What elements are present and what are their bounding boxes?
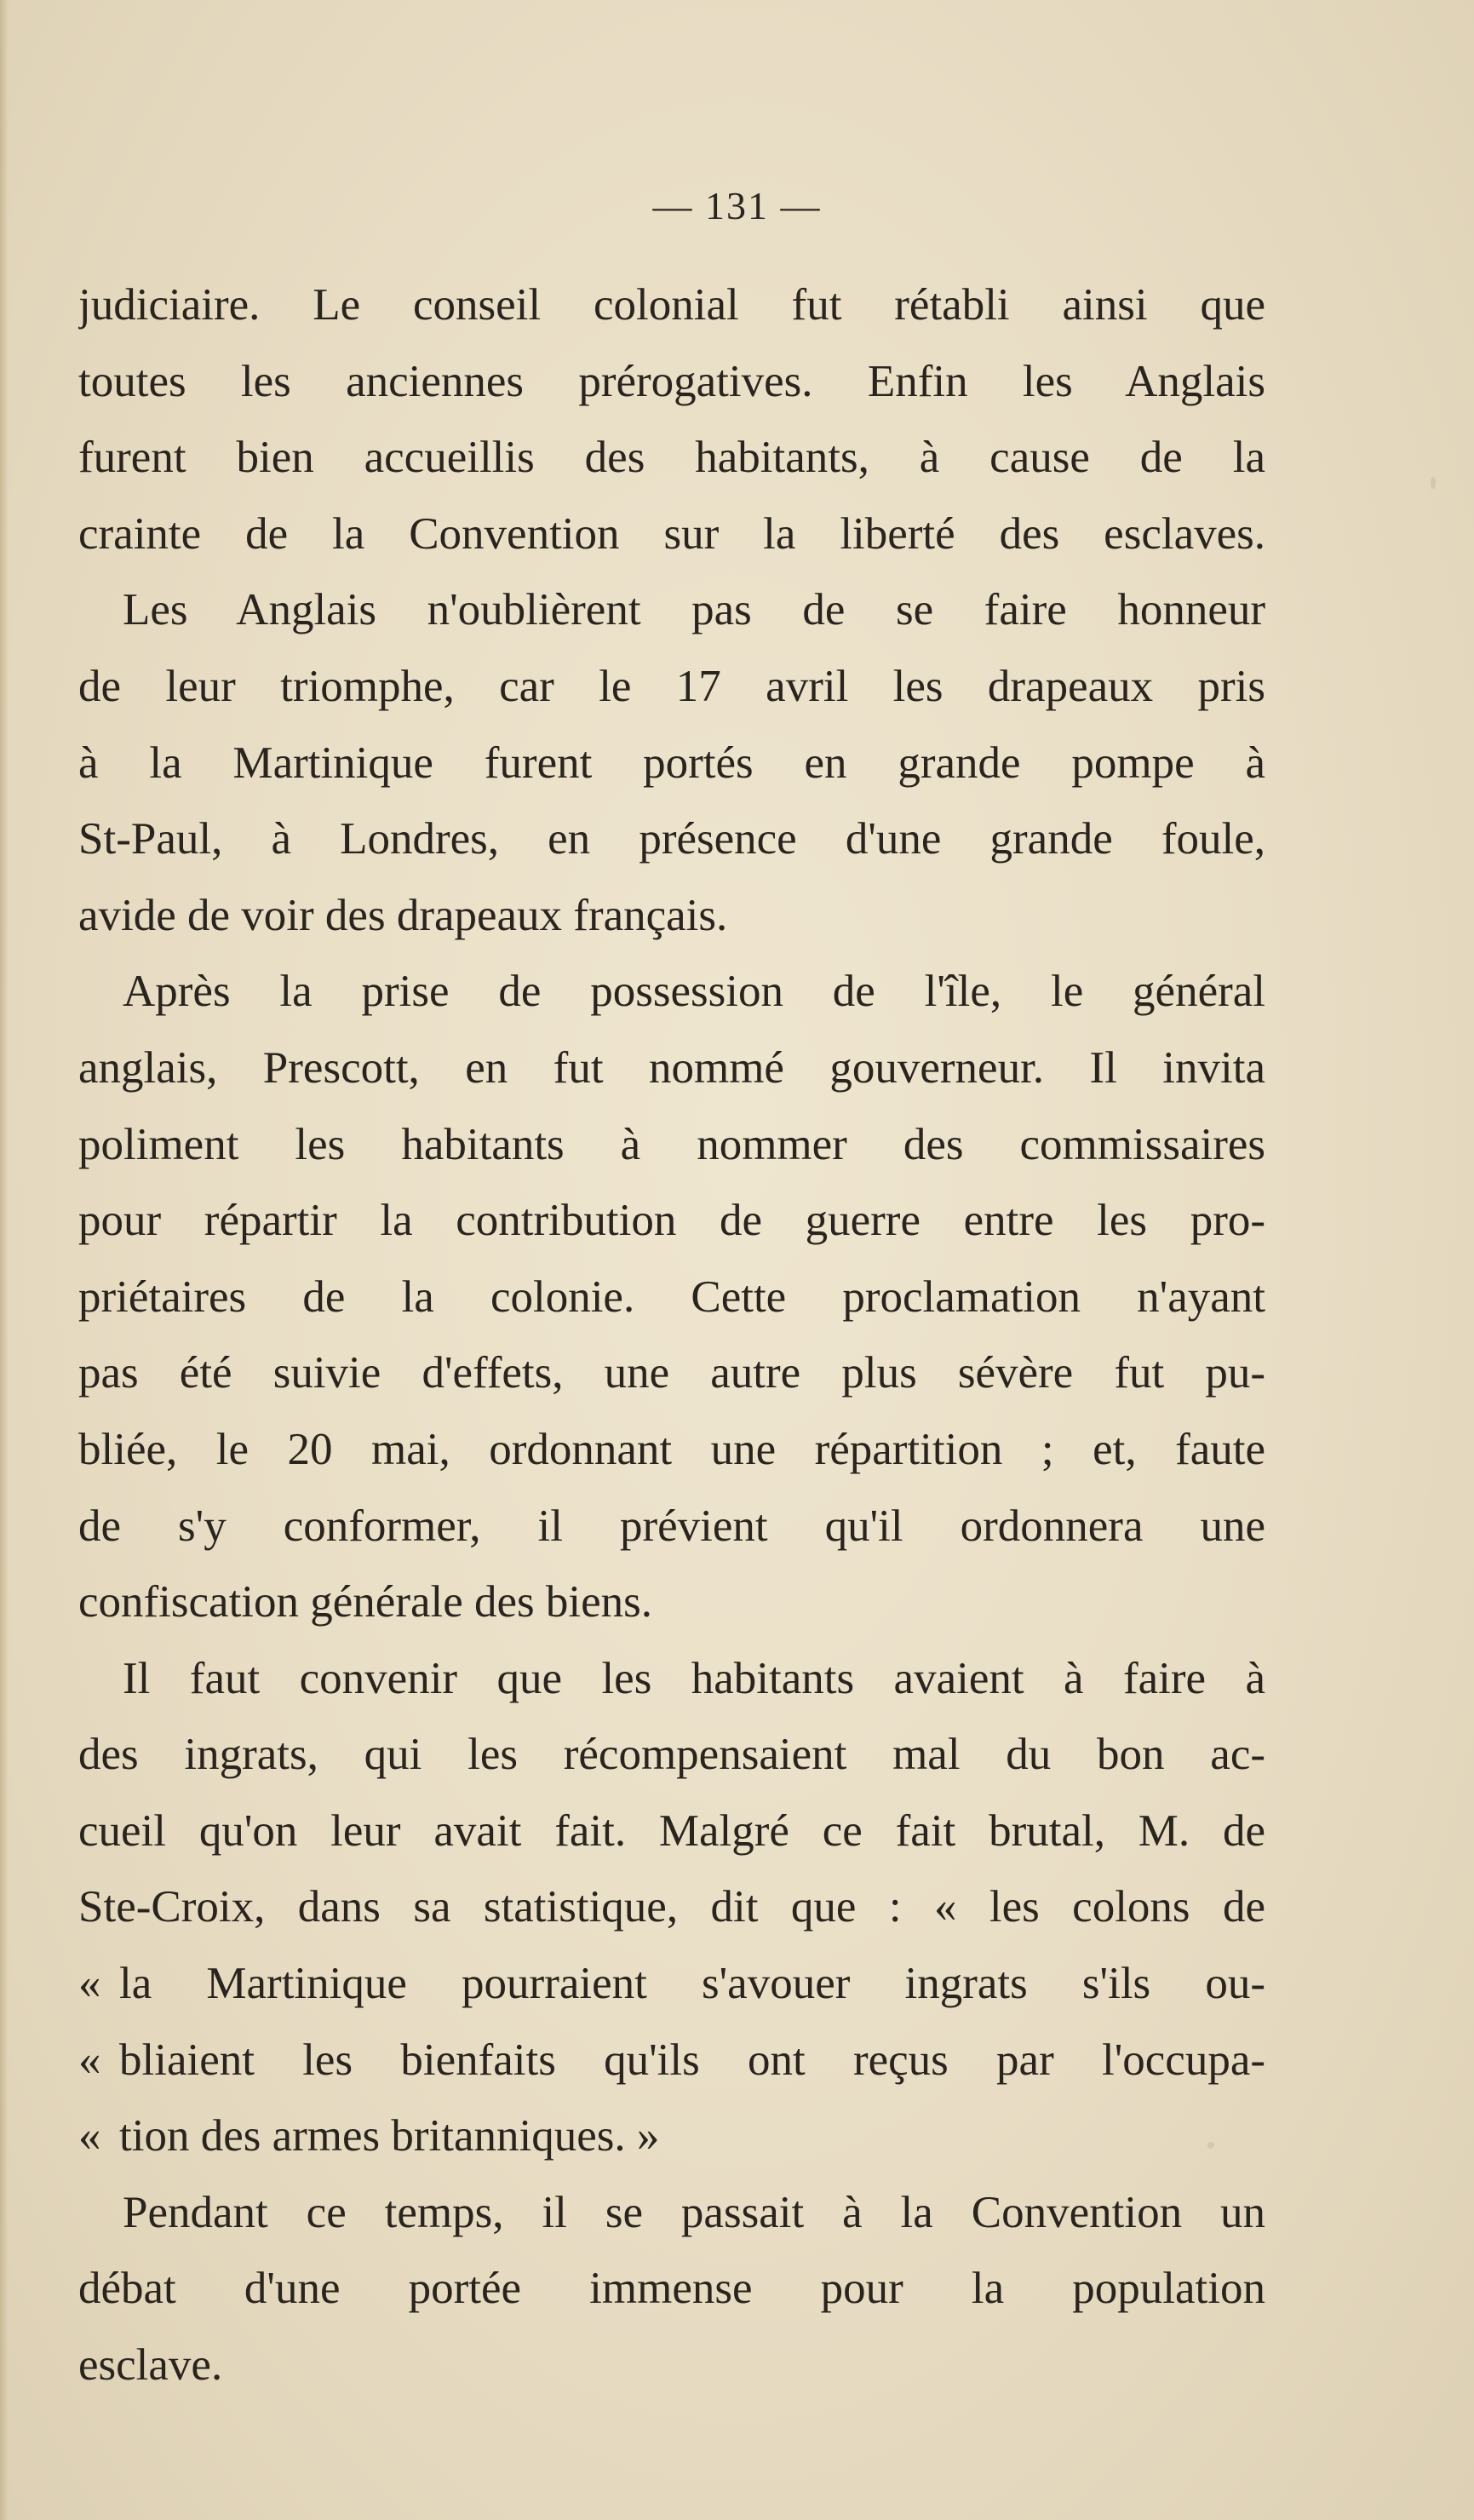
- quoted-text: tion des armes britanniques. »: [119, 2111, 660, 2161]
- text-line: judiciaire. Le conseil colonial fut rétabli ainsi que: [78, 280, 1265, 330]
- text-line: priétaires de la colonie. Cette proclamation n'ayant: [78, 1271, 1265, 1322]
- paragraph-last-line: avide de voir des drapeaux français.: [78, 890, 728, 940]
- text-line: à la Martinique furent portés en grande pompe à: [78, 738, 1265, 788]
- text-line: Ste-Croix, dans sa statistique, dit que : « les colons de: [78, 1882, 1265, 1932]
- text-line: poliment les habitants à nommer des commissaires: [78, 1119, 1265, 1169]
- body-text: [78, 267, 1265, 2404]
- text-line: St-Paul, à Londres, en présence d'une grande foule,: [78, 814, 1265, 864]
- quoted-line: [78, 2023, 1265, 2099]
- quoted-line: [78, 1946, 1265, 2023]
- paragraph-last-line: confiscation générale des biens.: [78, 1577, 653, 1627]
- page-number-header: — 131 —: [652, 184, 822, 227]
- page-edge-shadow: [0, 0, 9, 2520]
- text-line: de leur triomphe, car le 17 avril les drapeaux pris: [78, 661, 1265, 711]
- paragraph-first-line: Il faut convenir que les habitants avaient à faire à: [123, 1653, 1265, 1703]
- text-line: crainte de la Convention sur la liberté des esclaves.: [78, 508, 1265, 559]
- paper-stain: [1431, 477, 1436, 489]
- paragraph-last-line: esclave.: [78, 2340, 223, 2391]
- paragraph-first-line: Après la prise de possession de l'île, le général: [123, 967, 1265, 1017]
- text-line: anglais, Prescott, en fut nommé gouverneur. Il invita: [78, 1042, 1265, 1093]
- quote-mark: «: [78, 2035, 101, 2085]
- paragraph-first-line: Les Anglais n'oublièrent pas de se faire honneur: [123, 585, 1265, 635]
- quoted-text: la Martinique pourraient s'avouer ingrats s'ils ou-: [119, 1959, 1265, 2009]
- text-line: des ingrats, qui les récompensaient mal du bon ac-: [78, 1730, 1265, 1780]
- text-line: pour répartir la contribution de guerre entre les pro-: [78, 1196, 1265, 1246]
- text-line: toutes les anciennes prérogatives. Enfin les Anglais: [78, 356, 1265, 406]
- quoted-line: [78, 2098, 1265, 2175]
- text-line: de s'y conformer, il prévient qu'il ordonnera une: [78, 1501, 1265, 1551]
- quote-mark: «: [78, 2111, 101, 2161]
- quoted-text: bliaient les bienfaits qu'ils ont reçus par l'occupa-: [119, 2035, 1265, 2085]
- text-line: cueil qu'on leur avait fait. Malgré ce fait brutal, M. de: [78, 1805, 1265, 1856]
- text-line: pas été suivie d'effets, une autre plus sévère fut pu-: [78, 1348, 1265, 1398]
- paragraph-first-line: Pendant ce temps, il se passait à la Convention un: [123, 2187, 1265, 2237]
- text-line: bliée, le 20 mai, ordonnant une répartition ; et, faute: [78, 1424, 1265, 1474]
- text-line: débat d'une portée immense pour la population: [78, 2264, 1265, 2314]
- quote-mark: «: [78, 1959, 101, 2009]
- text-line: furent bien accueillis des habitants, à cause de la: [78, 433, 1265, 483]
